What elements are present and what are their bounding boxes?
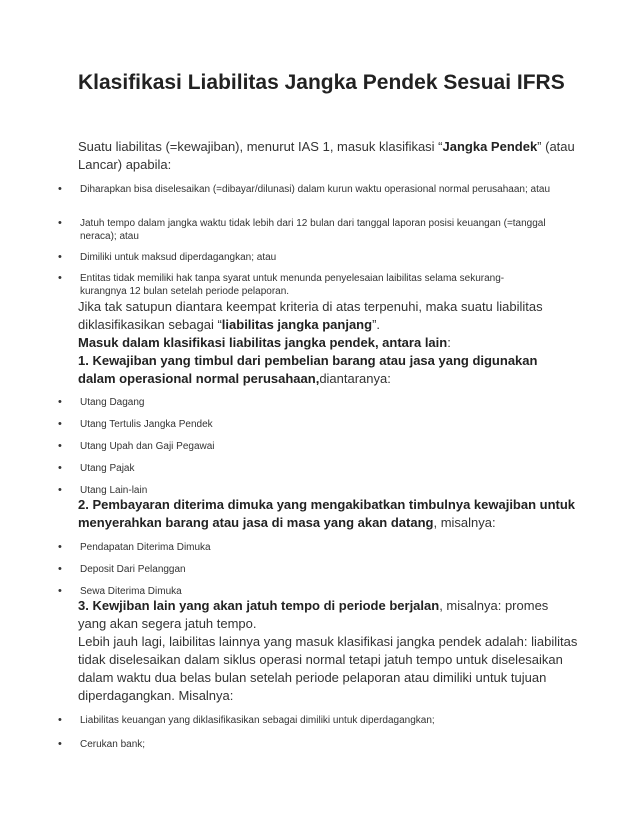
section-2-item-text: Pendapatan Diterima Dimuka <box>80 542 211 553</box>
bullet-icon: • <box>58 563 62 575</box>
long-term-before: Jika tak satupun diantara keempat kriteria di atas terpenuhi, maka suatu liabilitas diklasifikasikan sebagai “ <box>78 299 543 332</box>
section-1-item-text: Utang Dagang <box>80 397 145 408</box>
criteria-text: Dimiliki untuk maksud diperdagangkan; atau <box>80 252 277 263</box>
bullet-icon: • <box>58 462 62 474</box>
section-1-after: diantaranya: <box>319 371 391 386</box>
bullet-icon: • <box>58 440 62 452</box>
section-2-bold: 2. Pembayaran diterima dimuka yang mengakibatkan timbulnya kewajiban untuk menyerahkan barang atau jasa di masa yang akan datang <box>78 497 576 530</box>
section-3-heading <box>78 597 578 633</box>
further-paragraph: Lebih jauh lagi, laibilitas lainnya yang masuk klasifikasi jangka pendek adalah: liabilitas tidak diselesaikan dalam siklus operasi normal tetapi jatuh tempo untuk diselesaikan dalam waktu dua belas bulan setelah periode pelaporan atau dimiliki untuk tujuan diperdagangkan. Misalnya: <box>78 634 578 703</box>
bullet-icon: • <box>58 217 62 229</box>
bullet-icon: • <box>58 251 62 263</box>
bullet-icon: • <box>58 738 62 750</box>
bullet-icon: • <box>58 714 62 726</box>
bullet-icon: • <box>58 418 62 430</box>
bullet-icon: • <box>58 585 62 597</box>
further-item-text: Cerukan bank; <box>80 739 146 750</box>
section-2-heading <box>78 496 578 532</box>
short-term-heading <box>78 334 578 352</box>
section-1-item-text: Utang Tertulis Jangka Pendek <box>80 419 213 430</box>
intro-bold: Jangka Pendek <box>442 139 538 154</box>
criteria-text: Entitas tidak memiliki hak tanpa syarat untuk menunda penyelesaian laibilitas selama sekurang-kurangnya 12 bulan setelah periode pelaporan. <box>80 273 505 297</box>
bullet-icon: • <box>58 484 62 496</box>
bullet-icon: • <box>58 272 62 284</box>
further-item-text: Liabilitas keuangan yang diklasifikasikan sebagai dimiliki untuk diperdagangkan; <box>80 715 435 726</box>
bullet-icon: • <box>58 541 62 553</box>
section-3-bold: 3. Kewjiban lain yang akan jatuh tempo di periode berjalan <box>78 598 440 613</box>
intro-text-before: Suatu liabilitas (=kewajiban), menurut IAS 1, masuk klasifikasi “ <box>78 139 443 154</box>
section-3-after: , misalnya: promes yang akan segera jatuh tempo. <box>78 598 549 631</box>
section-1-item-text: Utang Lain-lain <box>80 485 148 496</box>
short-term-heading-after: : <box>447 335 451 350</box>
criteria-text: Jatuh tempo dalam jangka waktu tidak lebih dari 12 bulan dari tanggal laporan posisi keuangan (=tanggal neraca); atau <box>80 218 546 242</box>
section-2-item-text: Sewa Diterima Dimuka <box>80 586 182 597</box>
section-1-item-text: Utang Pajak <box>80 463 135 474</box>
bullet-icon: • <box>58 183 62 195</box>
section-2-item-text: Deposit Dari Pelanggan <box>80 564 186 575</box>
page-title: Klasifikasi Liabilitas Jangka Pendek Sesuai IFRS <box>78 71 565 94</box>
intro-paragraph <box>78 138 578 174</box>
short-term-heading-bold: Masuk dalam klasifikasi liabilitas jangka pendek, antara lain <box>78 335 448 350</box>
long-term-after: ”. <box>372 317 381 332</box>
bullet-icon: • <box>58 396 62 408</box>
section-1-bold: 1. Kewajiban yang timbul dari pembelian barang atau jasa yang digunakan dalam operasional normal perusahaan, <box>78 353 538 386</box>
section-1-item-text: Utang Upah dan Gaji Pegawai <box>80 441 215 452</box>
criteria-text: Diharapkan bisa diselesaikan (=dibayar/dilunasi) dalam kurun waktu operasional normal perusahaan; atau <box>80 184 550 195</box>
intro-text-after: ” (atau Lancar) apabila: <box>78 139 575 172</box>
long-term-paragraph <box>78 298 578 334</box>
section-2-after: , misalnya: <box>433 515 496 530</box>
long-term-bold: liabilitas jangka panjang <box>221 317 373 332</box>
section-1-heading <box>78 352 578 388</box>
